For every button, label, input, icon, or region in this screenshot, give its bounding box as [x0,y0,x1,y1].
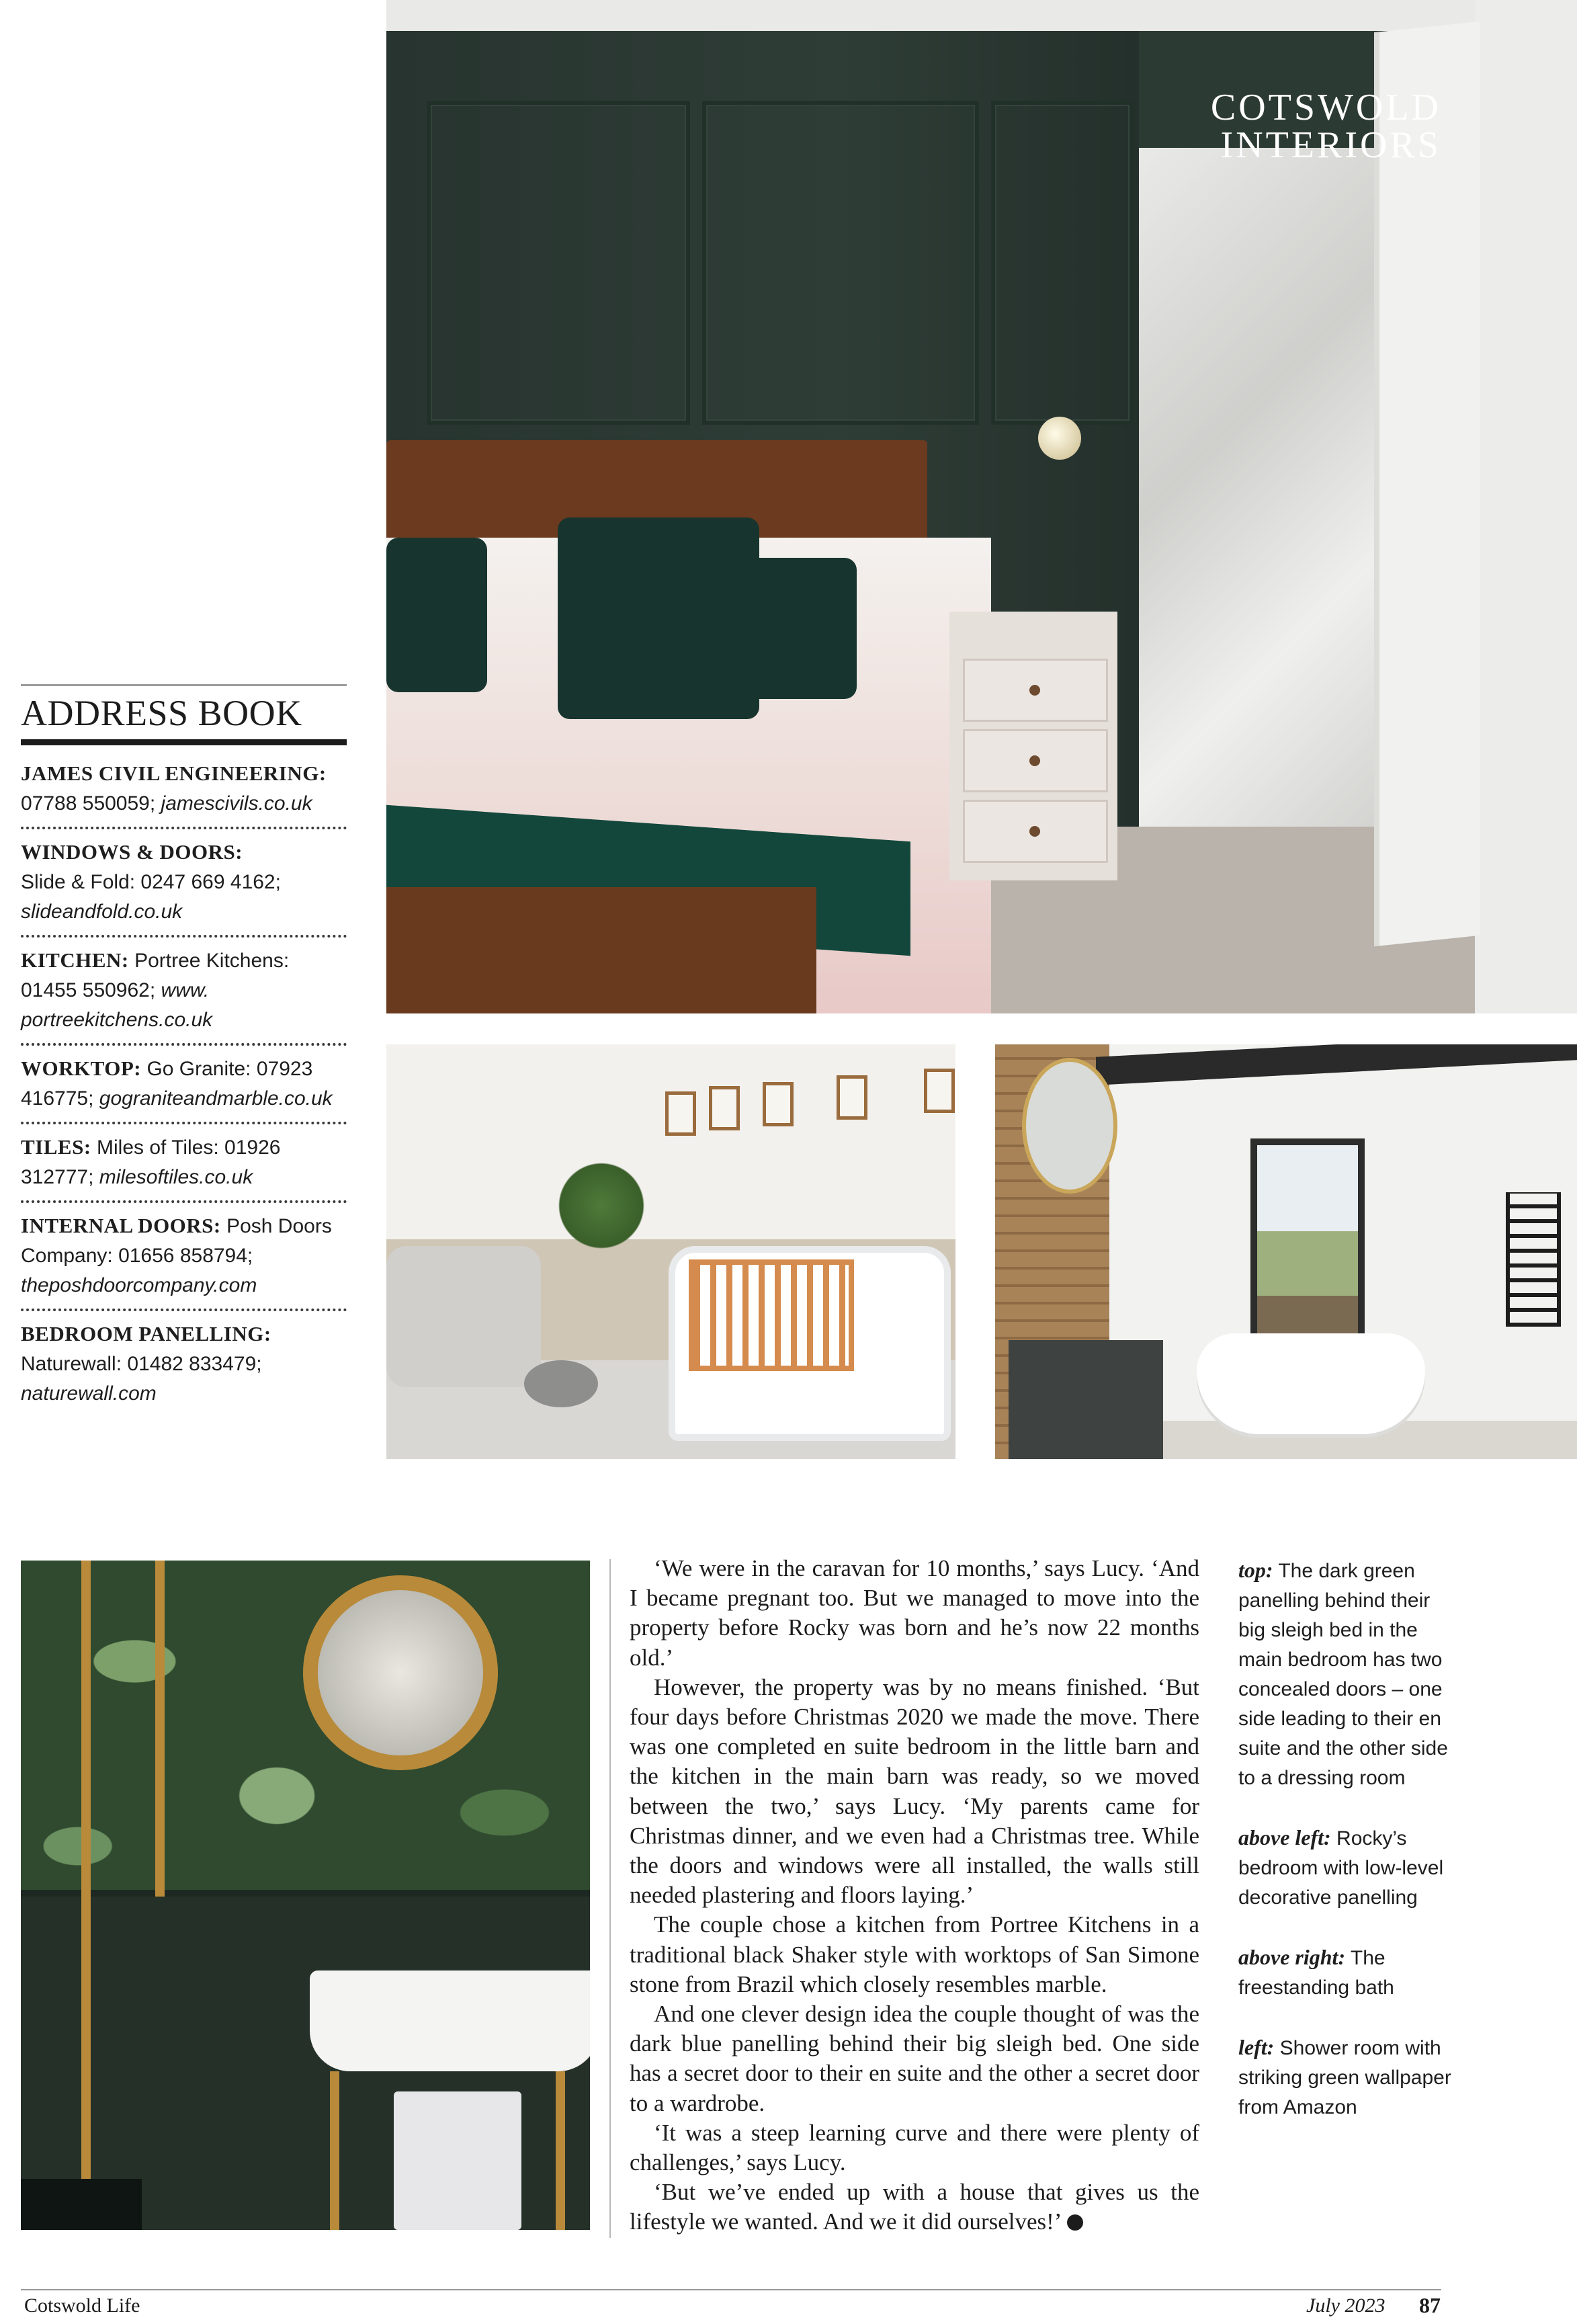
caption-top [1238,1555,1453,1793]
article-body [630,1554,1199,2237]
entry-text: Posh Doors Company: 01656 858794; [21,1214,332,1267]
caption-text: Shower room with striking green wallpaper from Amazon [1238,2037,1451,2118]
entry-text: Miles of Tiles: 01926 312777; [21,1136,281,1188]
caption-text: The dark green panelling behind their big sleigh bed in the main bedroom has two concealed doors – one side leading to their en suite and the other side to a dressing room [1238,1560,1448,1789]
page-number: 87 [1419,2293,1441,2317]
entry-text: Naturewall: 01482 833479; [21,1352,262,1375]
address-entry [21,837,347,932]
dotted-divider [21,827,347,829]
column-divider [609,1559,611,2238]
entry-url[interactable]: jamescivils.co.uk [161,792,312,815]
shower-room-photo [21,1561,590,2230]
footer-rule [21,2289,1441,2290]
caption-above-right [1238,1942,1453,2003]
article-paragraph: And one clever design idea the couple thought of was the dark blue panelling behind their big sleigh bed. One side has a secret door to their en suite and the other a secret door to a wardrobe. [630,2001,1199,2116]
caption-above-left [1238,1823,1453,1913]
article-paragraph-text: ‘But we’ve ended up with a house that gives us the lifestyle we wanted. And we it did ourselves!’ [630,2179,1199,2235]
address-entry [21,1132,347,1198]
entry-text: Go Granite: 07923 416775; [21,1057,313,1110]
address-entry [21,946,347,1040]
caption-left [1238,2032,1453,2122]
entry-url[interactable]: www. portreekitchens.co.uk [21,979,213,1031]
entry-label: WORKTOP: [21,1056,142,1080]
section-title: COTSWOLD INTERIORS [1210,87,1441,166]
article-paragraph: However, the property was by no means finished. ‘But four days before Christmas 2020 we made the move. There was one completed en suite bedroom in the little barn and the kitchen in the main barn was ready, so we moved between the two,’ says Lucy. ‘My parents came for Christmas dinner, and we even had a Christmas tree. While the doors and windows were all installed, the walls still needed plastering and floors laying.’ [630,1673,1199,1909]
article-paragraph: ‘We were in the caravan for 10 months,’ says Lucy. ‘And I became pregnant too. But we managed to move into the property before Rocky was born and he’s now 22 months old.’ [630,1555,1199,1671]
entry-text: Slide & Fold: 0247 669 4162; [21,870,281,893]
entry-url[interactable]: theposhdoorcompany.com [21,1274,257,1296]
caption-label: left: [1238,2035,1275,2059]
dotted-divider [21,1043,347,1046]
bathroom-photo [995,1044,1577,1459]
dotted-divider [21,1200,347,1203]
article-paragraph-last [630,2177,1199,2237]
address-book [21,684,347,1414]
entry-label: WINDOWS & DOORS: [21,839,243,864]
footer-magazine-name: Cotswold Life [24,2294,140,2317]
caption-text: Rocky’s bedroom with low-level decorative panelling [1238,1827,1444,1909]
address-entry [21,1211,347,1306]
entry-label: KITCHEN: [21,948,129,972]
entry-label: INTERNAL DOORS: [21,1213,221,1237]
address-entry [21,1319,347,1414]
dotted-divider [21,1309,347,1311]
footer-issue-date: July 2023 [1306,2294,1386,2317]
address-entry [21,759,347,824]
entry-url[interactable]: slideandfold.co.uk [21,900,183,923]
dotted-divider [21,935,347,938]
article-paragraph: The couple chose a kitchen from Portree Kitchens in a traditional black Shaker style with worktops of San Simone stone from Brazil which closely resembles marble. [630,1911,1199,1997]
nursery-photo [386,1044,955,1459]
address-book-title: ADDRESS BOOK [21,693,302,733]
caption-label: above right: [1238,1945,1346,1969]
dotted-divider [21,1122,347,1124]
photo-captions [1238,1555,1453,2152]
caption-label: above left: [1238,1825,1331,1850]
entry-text: Portree Kitchens: 01455 550962; [21,949,290,1001]
caption-label: top: [1238,1558,1273,1582]
end-mark-icon [1067,2214,1083,2231]
address-entry [21,1054,347,1119]
entry-contact: 07788 550059; [21,792,161,815]
entry-label: TILES: [21,1134,91,1159]
entry-url[interactable]: milesoftiles.co.uk [99,1165,253,1188]
entry-label: BEDROOM PANELLING: [21,1321,271,1345]
article-paragraph: ‘It was a steep learning curve and there were plenty of challenges,’ says Lucy. [630,2119,1199,2176]
entry-url[interactable]: naturewall.com [21,1382,157,1405]
caption-text: The freestanding bath [1238,1947,1394,1999]
entry-label: JAMES CIVIL ENGINEERING: [21,761,327,785]
entry-url[interactable]: gograniteandmarble.co.uk [99,1087,333,1110]
